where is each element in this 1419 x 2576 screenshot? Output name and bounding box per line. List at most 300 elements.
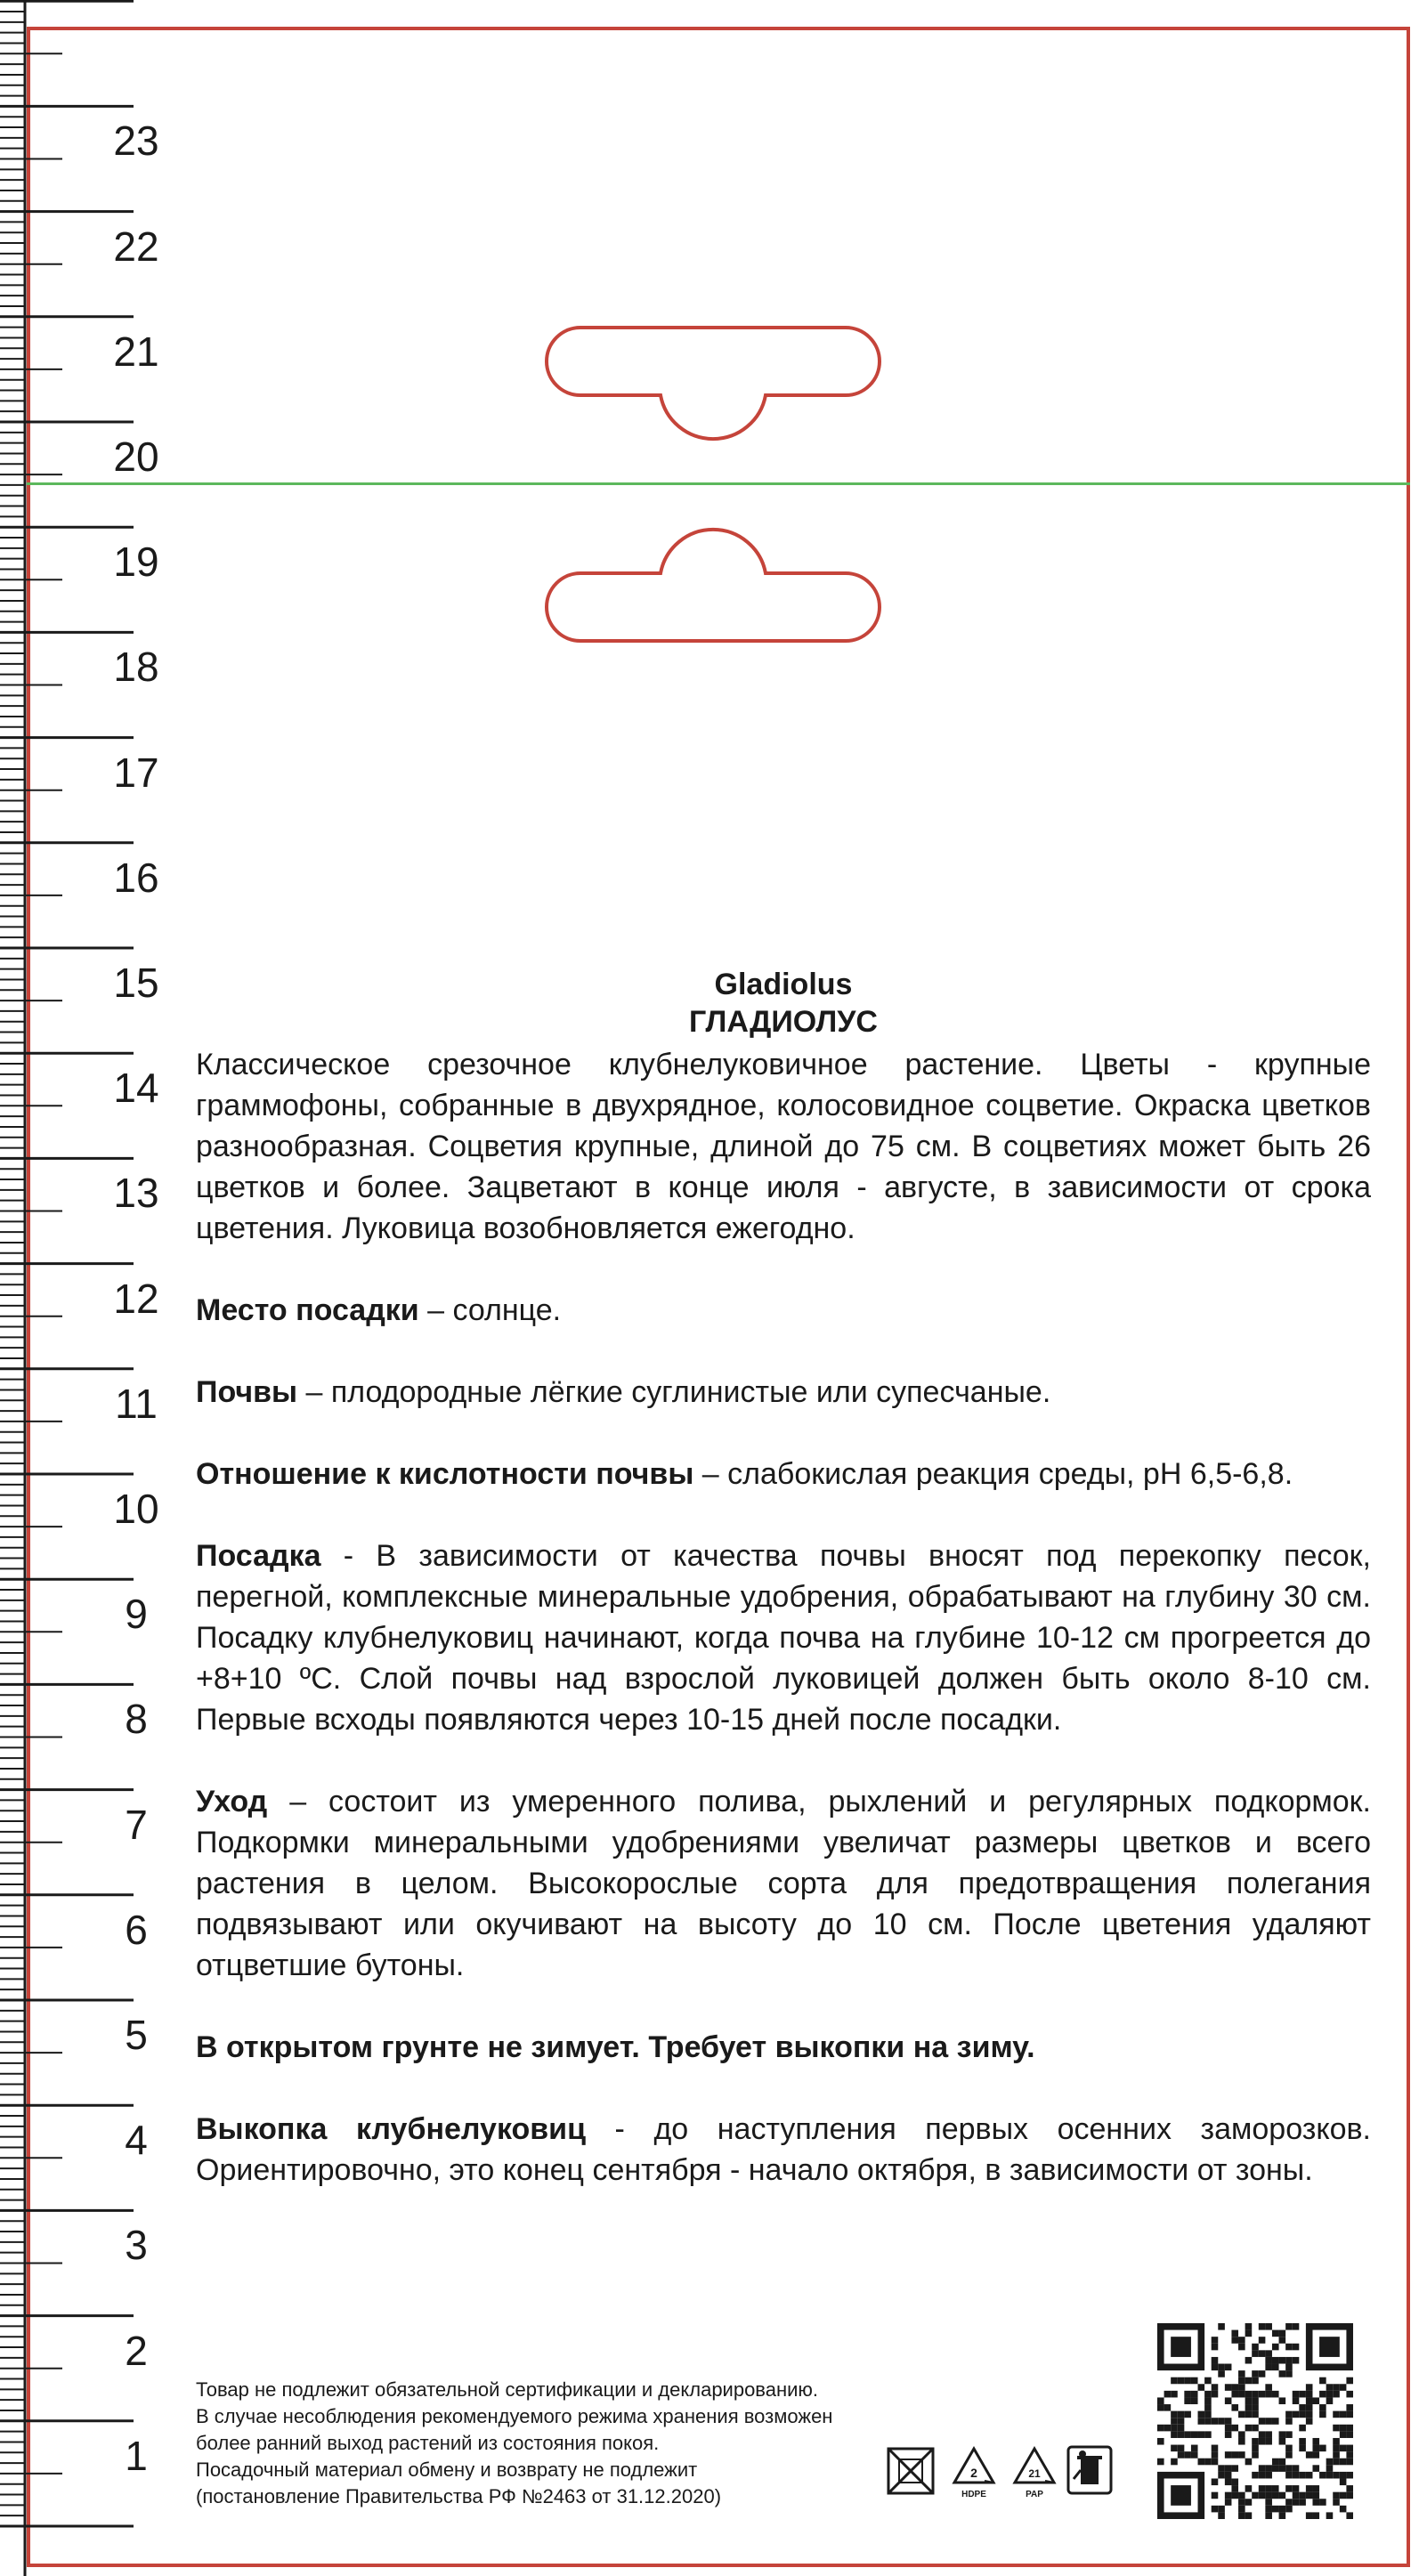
qr-module	[1178, 2411, 1185, 2418]
qr-module	[1245, 2323, 1253, 2330]
qr-module	[1326, 2459, 1334, 2466]
qr-module	[1157, 2425, 1164, 2432]
qr-module	[1238, 2438, 1245, 2445]
qr-module	[1285, 2465, 1293, 2472]
section-care	[196, 1781, 1371, 1986]
qr-module	[1319, 2391, 1326, 2398]
ruler-number: 6	[125, 1906, 148, 1953]
qr-module	[1340, 2492, 1347, 2499]
qr-module	[1245, 2499, 1253, 2506]
qr-module	[1259, 2370, 1266, 2378]
qr-module	[1225, 2492, 1232, 2499]
qr-module	[1198, 2431, 1205, 2438]
qr-module	[1259, 2323, 1266, 2330]
qr-module	[1285, 2431, 1293, 2438]
ruler-number: 16	[113, 854, 159, 901]
qr-module	[1319, 2411, 1326, 2418]
qr-module	[1312, 2445, 1319, 2452]
qr-module	[1279, 2431, 1286, 2438]
section-care-text: – состоит из умеренного полива, рыхлений и регулярных подкормок. Подкормки минеральными удобрениями увеличат размеры цветков и всего растения в целом. Высокорослые сорта для предотвращения полегания подвязывают или окучивают на высоту до 10 см. После цветения удаляют отцветшие бутоны.	[196, 1785, 1371, 1982]
ruler-number: 13	[113, 1170, 159, 1217]
qr-module	[1272, 2357, 1279, 2364]
qr-module	[1184, 2431, 1191, 2438]
section-digging	[196, 2109, 1371, 2191]
qr-module	[1191, 2451, 1198, 2459]
qr-module	[1259, 2350, 1266, 2357]
ruler-number: 18	[113, 644, 159, 691]
qr-module	[1272, 2391, 1279, 2398]
qr-module	[1285, 2445, 1293, 2452]
qr-module	[1299, 2472, 1306, 2479]
title-russian: ГЛАДИОЛУС	[689, 1005, 878, 1039]
qr-module	[1346, 2485, 1353, 2492]
qr-module	[1245, 2378, 1253, 2385]
qr-module	[1164, 2404, 1172, 2411]
qr-module	[1171, 2378, 1178, 2385]
qr-module	[1306, 2384, 1313, 2391]
qr-module	[1231, 2451, 1238, 2459]
section-digging-text: - до наступления первых осенних заморозков. Ориентировочно, это конец сентября - начало октября, в зависимости от зоны.	[196, 2112, 1371, 2187]
ruler-number: 19	[113, 539, 159, 586]
qr-module	[1204, 2431, 1212, 2438]
qr-module	[1333, 2445, 1340, 2452]
qr-module	[1312, 2397, 1319, 2404]
qr-module	[1306, 2512, 1313, 2519]
qr-module	[1225, 2397, 1232, 2404]
qr-module	[1306, 2472, 1313, 2479]
qr-module	[1340, 2459, 1347, 2466]
qr-module	[1299, 2438, 1306, 2445]
qr-module	[1245, 2512, 1253, 2519]
qr-module	[1218, 2364, 1225, 2371]
ruler-number: 2	[125, 2327, 148, 2374]
qr-module	[1157, 2404, 1164, 2411]
qr-module	[1252, 2378, 1259, 2385]
qr-module	[1333, 2472, 1340, 2479]
qr-module	[1265, 2350, 1272, 2357]
qr-module	[1279, 2506, 1286, 2513]
qr-module	[1272, 2492, 1279, 2499]
section-acidity-label: Отношение к кислотности почвы	[196, 1457, 694, 1491]
section-soil-text: – плодородные лёгкие суглинистые или супесчаные.	[297, 1375, 1051, 1409]
ruler-number: 3	[125, 2222, 148, 2269]
qr-module	[1212, 2506, 1219, 2513]
qr-module	[1346, 2404, 1353, 2411]
qr-module	[1326, 2465, 1334, 2472]
hang-hole-bottom	[0, 0, 1419, 676]
qr-module	[1293, 2465, 1300, 2472]
qr-module	[1204, 2404, 1212, 2411]
qr-module	[1285, 2364, 1293, 2371]
ruler-number: 5	[125, 2012, 148, 2058]
qr-module	[1231, 2465, 1238, 2472]
qr-module	[1299, 2445, 1306, 2452]
qr-module	[1312, 2492, 1319, 2499]
qr-module	[1252, 2397, 1259, 2404]
qr-module	[1225, 2431, 1232, 2438]
qr-module	[1252, 2350, 1259, 2357]
no-food-contact-icon	[881, 2443, 940, 2500]
qr-module	[1212, 2459, 1219, 2466]
qr-module	[1299, 2425, 1306, 2432]
qr-module	[1212, 2492, 1219, 2499]
qr-module	[1164, 2425, 1172, 2432]
qr-module	[1252, 2445, 1259, 2452]
section-care-label: Уход	[196, 1785, 268, 1819]
qr-module	[1178, 2445, 1185, 2452]
qr-module	[1259, 2438, 1266, 2445]
qr-module	[1231, 2384, 1238, 2391]
qr-module	[1265, 2431, 1272, 2438]
qr-module	[1238, 2344, 1245, 2351]
qr-module	[1252, 2472, 1259, 2479]
qr-module	[1225, 2465, 1232, 2472]
qr-module	[1171, 2391, 1178, 2398]
section-soil	[196, 1372, 1371, 1413]
qr-module	[1279, 2492, 1286, 2499]
qr-module	[1191, 2378, 1198, 2385]
ruler-number: 20	[113, 433, 159, 480]
ruler-number: 8	[125, 1696, 148, 1743]
qr-module	[1340, 2478, 1347, 2485]
qr-module	[1178, 2378, 1185, 2385]
qr-module	[1252, 2404, 1259, 2411]
qr-module	[1218, 2465, 1225, 2472]
qr-module	[1252, 2411, 1259, 2418]
qr-module	[1252, 2451, 1259, 2459]
qr-module	[1238, 2492, 1245, 2499]
pap-label: PAP	[1026, 2490, 1043, 2499]
qr-module	[1346, 2472, 1353, 2479]
qr-module	[1204, 2411, 1212, 2418]
legal-line-2: В случае несоблюдения рекомендуемого режима хранения возможен более ранний выход растений из состояния покоя.	[196, 2405, 833, 2454]
qr-module	[1340, 2425, 1347, 2432]
section-planting	[196, 1535, 1371, 1740]
qr-module	[1204, 2391, 1212, 2398]
qr-module	[1245, 2459, 1253, 2466]
qr-module	[1231, 2492, 1238, 2499]
qr-module	[1272, 2485, 1279, 2492]
qr-module	[1184, 2391, 1191, 2398]
qr-module	[1212, 2478, 1219, 2485]
qr-module	[1164, 2391, 1172, 2398]
qr-module	[1293, 2492, 1300, 2499]
qr-module	[1299, 2404, 1306, 2411]
qr-module	[1312, 2451, 1319, 2459]
ruler-number: 17	[113, 749, 159, 796]
qr-module	[1340, 2384, 1347, 2391]
qr-module	[1340, 2431, 1347, 2438]
qr-module	[1259, 2485, 1266, 2492]
section-digging-label: Выкопка клубнелуковиц	[196, 2112, 586, 2146]
qr-module	[1238, 2384, 1245, 2391]
qr-module	[1306, 2418, 1313, 2425]
qr-module	[1272, 2459, 1279, 2466]
qr-module	[1238, 2370, 1245, 2378]
qr-module	[1157, 2438, 1164, 2445]
qr-module	[1293, 2323, 1300, 2330]
section-place-text: – солнце.	[418, 1293, 562, 1327]
qr-module	[1333, 2411, 1340, 2418]
qr-module	[1238, 2431, 1245, 2438]
qr-module	[1184, 2451, 1191, 2459]
qr-module	[1252, 2492, 1259, 2499]
qr-module	[1212, 2384, 1219, 2391]
qr-module	[1238, 2512, 1245, 2519]
qr-module	[1285, 2472, 1293, 2479]
qr-module	[1238, 2391, 1245, 2398]
qr-module	[1346, 2391, 1353, 2398]
qr-module	[1171, 2459, 1178, 2466]
qr-module	[1218, 2472, 1225, 2479]
hdpe-label: HDPE	[961, 2490, 986, 2499]
qr-module	[1252, 2344, 1259, 2351]
qr-module	[1191, 2391, 1198, 2398]
ruler-number: 14	[113, 1065, 159, 1112]
qr-module	[1265, 2418, 1272, 2425]
ruler-number: 1	[125, 2432, 148, 2479]
hdpe-number: 2	[970, 2466, 977, 2480]
qr-module	[1312, 2465, 1319, 2472]
qr-module	[1319, 2378, 1326, 2385]
qr-module	[1245, 2411, 1253, 2418]
qr-module	[1293, 2397, 1300, 2404]
qr-module	[1198, 2384, 1205, 2391]
qr-module	[1306, 2397, 1313, 2404]
qr-module	[1225, 2472, 1232, 2479]
qr-module	[1285, 2323, 1293, 2330]
qr-module	[1285, 2451, 1293, 2459]
qr-module	[1285, 2357, 1293, 2364]
qr-module	[1218, 2370, 1225, 2378]
qr-module	[1346, 2459, 1353, 2466]
qr-module	[1333, 2492, 1340, 2499]
qr-module	[1306, 2492, 1313, 2499]
qr-module	[1218, 2418, 1225, 2425]
qr-module	[1319, 2499, 1326, 2506]
qr-module	[1171, 2411, 1178, 2418]
recycle-pap-icon	[1008, 2443, 1061, 2500]
qr-module	[1293, 2344, 1300, 2351]
qr-module	[1204, 2397, 1212, 2404]
ruler-number: 12	[113, 1275, 159, 1322]
qr-module	[1238, 2411, 1245, 2418]
qr-module	[1272, 2364, 1279, 2371]
qr-module	[1231, 2485, 1238, 2492]
qr-module	[1293, 2472, 1300, 2479]
qr-module	[1346, 2425, 1353, 2432]
qr-module	[1171, 2445, 1178, 2452]
qr-module	[1312, 2438, 1319, 2445]
qr-module	[1218, 2323, 1225, 2330]
qr-module	[1285, 2499, 1293, 2506]
qr-module	[1265, 2384, 1272, 2391]
qr-module	[1225, 2451, 1232, 2459]
qr-module	[1346, 2512, 1353, 2519]
product-description	[196, 966, 1371, 2221]
qr-module	[1265, 2438, 1272, 2445]
recycle-hdpe-icon	[947, 2443, 1001, 2500]
section-planting-text: - В зависимости от качества почвы вносят под перекопку песок, перегной, комплексные минеральные удобрения, обрабатывают на глубину 30 см. Посадку клубнелуковиц начинают, когда почва на глубине 10-12 см прогреется до +8+10 ºС. Слой почвы над взрослой луковицей должен быть около 8-10 см. Первые всходы появляются через 10-15 дней после посадки.	[196, 1539, 1371, 1737]
qr-module	[1212, 2451, 1219, 2459]
qr-module	[1184, 2411, 1191, 2418]
legal-line-3: Посадочный материал обмену и возврату не подлежит (постановление Правительства РФ №2463 от 31.12.2020)	[196, 2459, 722, 2507]
qr-module	[1326, 2391, 1334, 2398]
section-planting-label: Посадка	[196, 1539, 321, 1573]
qr-module	[1346, 2451, 1353, 2459]
qr-module	[1225, 2478, 1232, 2485]
qr-module	[1204, 2378, 1212, 2385]
qr-module	[1346, 2411, 1353, 2418]
qr-module	[1178, 2425, 1185, 2432]
qr-module	[1333, 2459, 1340, 2466]
qr-module	[1204, 2418, 1212, 2425]
qr-module	[1184, 2397, 1191, 2404]
qr-module	[1212, 2418, 1219, 2425]
qr-module	[1245, 2425, 1253, 2432]
qr-module	[1293, 2499, 1300, 2506]
qr-module	[1306, 2404, 1313, 2411]
qr-module	[1306, 2451, 1313, 2459]
winter-note: В открытом грунте не зимует. Требует выкопки на зиму.	[196, 2030, 1035, 2064]
ruler-number: 23	[113, 117, 159, 165]
qr-module	[1245, 2404, 1253, 2411]
qr-module	[1252, 2370, 1259, 2378]
qr-module	[1231, 2391, 1238, 2398]
qr-module	[1319, 2445, 1326, 2452]
qr-module	[1285, 2418, 1293, 2425]
qr-module	[1333, 2391, 1340, 2398]
qr-module	[1245, 2357, 1253, 2364]
qr-module	[1299, 2391, 1306, 2398]
ruler-number: 22	[113, 223, 159, 270]
qr-module	[1333, 2438, 1340, 2445]
qr-finder	[1171, 2485, 1191, 2506]
qr-module	[1191, 2445, 1198, 2452]
qr-module	[1265, 2323, 1272, 2330]
qr-module	[1293, 2485, 1300, 2492]
qr-module	[1333, 2499, 1340, 2506]
section-soil-label: Почвы	[196, 1375, 298, 1409]
section-acidity-text: – слабокислая реакция среды, pH 6,5-6,8.	[693, 1457, 1293, 1491]
qr-module	[1272, 2506, 1279, 2513]
qr-module	[1326, 2384, 1334, 2391]
qr-module	[1204, 2459, 1212, 2466]
qr-module	[1285, 2370, 1293, 2378]
qr-module	[1346, 2378, 1353, 2385]
qr-module	[1231, 2425, 1238, 2432]
qr-module	[1171, 2418, 1178, 2425]
qr-module	[1157, 2459, 1164, 2466]
qr-module	[1285, 2411, 1293, 2418]
qr-module	[1245, 2485, 1253, 2492]
qr-module	[1293, 2411, 1300, 2418]
qr-module	[1171, 2431, 1178, 2438]
qr-module	[1265, 2364, 1272, 2371]
qr-module	[1272, 2465, 1279, 2472]
qr-module	[1279, 2465, 1286, 2472]
qr-module	[1231, 2478, 1238, 2485]
qr-module	[1265, 2492, 1272, 2499]
qr-module	[1252, 2425, 1259, 2432]
qr-module	[1231, 2404, 1238, 2411]
qr-module	[1259, 2465, 1266, 2472]
qr-module	[1326, 2472, 1334, 2479]
qr-module	[1231, 2337, 1238, 2344]
qr-module	[1319, 2472, 1326, 2479]
qr-module	[1238, 2451, 1245, 2459]
intro-paragraph: Классическое срезочное клубнелуковичное растение. Цветы - крупные граммофоны, собранные в двухрядное, колосовидное соцветие. Окраска цветков разнообразная. Соцветия крупные, длиной до 75 см. В соцветиях может быть 26 цветков и более. Зацветают в конце июля - августе, в зависимости от срока цветения. Луковица возобновляется ежегодно.	[196, 1048, 1371, 1245]
qr-module	[1346, 2492, 1353, 2499]
qr-module	[1225, 2499, 1232, 2506]
qr-module	[1245, 2397, 1253, 2404]
qr-module	[1178, 2431, 1185, 2438]
pap-number: 21	[1028, 2467, 1041, 2480]
qr-module	[1299, 2492, 1306, 2499]
qr-module	[1285, 2344, 1293, 2351]
qr-module	[1212, 2344, 1219, 2351]
ruler-number: 4	[125, 2117, 148, 2164]
ruler-number: 7	[125, 1801, 148, 1848]
trash-bin-icon	[1065, 2443, 1115, 2500]
qr-module	[1218, 2512, 1225, 2519]
qr-module	[1340, 2445, 1347, 2452]
qr-module	[1285, 2485, 1293, 2492]
qr-module	[1312, 2499, 1319, 2506]
qr-module	[1279, 2438, 1286, 2445]
qr-module	[1191, 2431, 1198, 2438]
qr-module	[1272, 2330, 1279, 2337]
qr-module	[1340, 2411, 1347, 2418]
ruler-number: 11	[115, 1380, 158, 1427]
qr-module	[1346, 2445, 1353, 2452]
qr-module	[1326, 2512, 1334, 2519]
qr-module	[1218, 2506, 1225, 2513]
qr-module	[1272, 2418, 1279, 2425]
qr-finder	[1319, 2337, 1340, 2357]
qr-module	[1279, 2337, 1286, 2344]
qr-module	[1279, 2357, 1286, 2364]
qr-module	[1259, 2337, 1266, 2344]
qr-module	[1178, 2451, 1185, 2459]
qr-module	[1306, 2411, 1313, 2418]
qr-module	[1265, 2485, 1272, 2492]
qr-module	[1265, 2506, 1272, 2513]
qr-module	[1259, 2431, 1266, 2438]
qr-module	[1178, 2418, 1185, 2425]
qr-module	[1340, 2506, 1347, 2513]
qr-module	[1306, 2485, 1313, 2492]
qr-module	[1225, 2364, 1232, 2371]
qr-module	[1252, 2438, 1259, 2445]
qr-module	[1265, 2391, 1272, 2398]
qr-module	[1285, 2506, 1293, 2513]
qr-module	[1279, 2330, 1286, 2337]
qr-module	[1299, 2411, 1306, 2418]
qr-module	[1212, 2364, 1219, 2371]
qr-module	[1225, 2425, 1232, 2432]
qr-module	[1225, 2384, 1232, 2391]
qr-module	[1312, 2512, 1319, 2519]
qr-module	[1319, 2404, 1326, 2411]
qr-module	[1191, 2397, 1198, 2404]
qr-module	[1312, 2485, 1319, 2492]
qr-module	[1225, 2418, 1232, 2425]
qr-module	[1333, 2384, 1340, 2391]
qr-module	[1198, 2418, 1205, 2425]
qr-module	[1252, 2391, 1259, 2398]
qr-module	[1333, 2425, 1340, 2432]
